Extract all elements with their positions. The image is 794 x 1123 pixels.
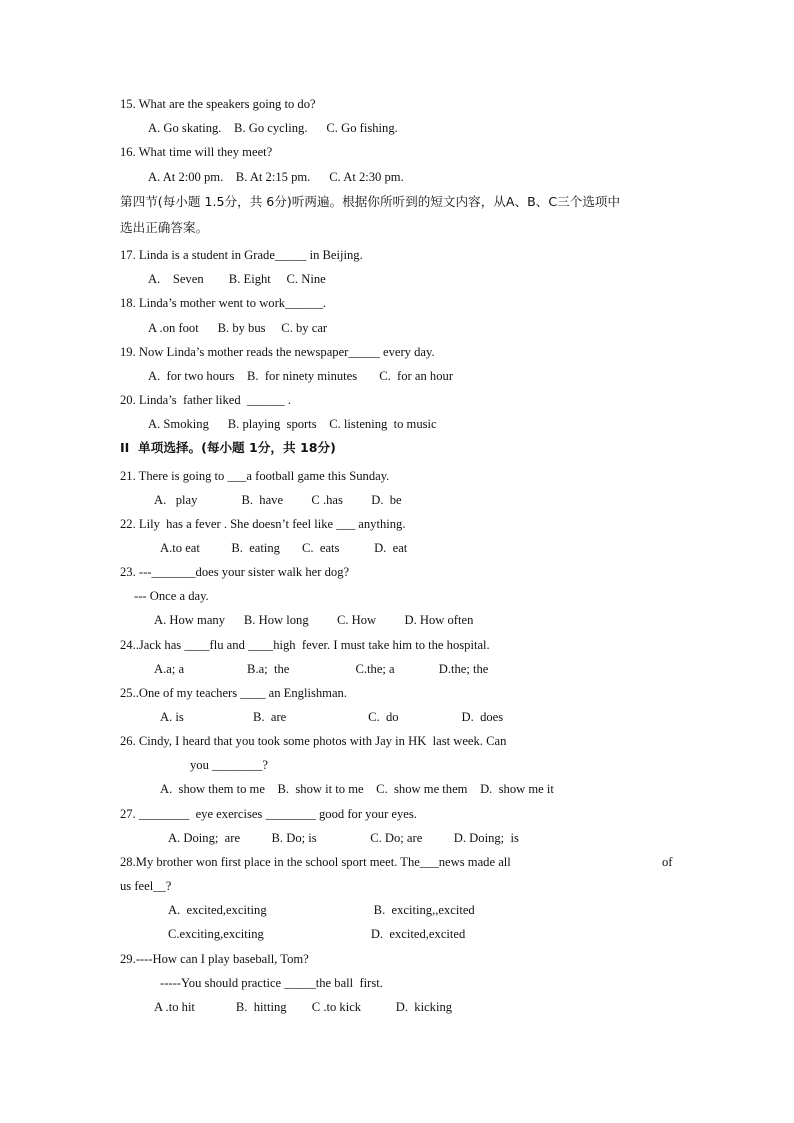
answer-23: --- Once a day. [134, 589, 209, 603]
question-29: 29.----How can I play baseball, Tom? [120, 952, 309, 966]
question-16: 16. What time will they meet? [120, 145, 273, 159]
question-26: 26. Cindy, I heard that you took some photos with Jay in HK last week. Can [120, 734, 507, 748]
question-28-of: of [662, 855, 673, 869]
options-17: A. Seven B. Eight C. Nine [148, 272, 326, 286]
question-17: 17. Linda is a student in Grade_____ in Beijing. [120, 248, 363, 262]
question-21: 21. There is going to ___a football game this Sunday. [120, 469, 390, 483]
question-29-cont: -----You should practice _____the ball first. [160, 976, 383, 990]
section-ii-heading: II 单项选择。(每小题 1分，共 18分) [120, 440, 336, 455]
options-19: A. for two hours B. for ninety minutes C. for an hour [148, 369, 454, 383]
options-22: A.to eat B. eating C. eats D. eat [160, 541, 408, 555]
section-4-instruction-cont: 选出正确答案。 [120, 220, 209, 235]
options-26: A. show them to me B. show it to me C. show me them D. show me it [160, 782, 554, 796]
options-27: A. Doing; are B. Do; is C. Do; are D. Doing; is [168, 831, 519, 845]
question-15: 15. What are the speakers going to do? [120, 97, 316, 111]
options-23: A. How many B. How long C. How D. How often [154, 613, 474, 627]
question-25: 25..One of my teachers ____ an Englishman. [120, 686, 347, 700]
question-22: 22. Lily has a fever . She doesn’t feel like ___ anything. [120, 517, 406, 531]
options-24: A.a; a B.a; the C.the; a D.the; the [154, 662, 489, 676]
question-24: 24..Jack has ____flu and ____high fever. I must take him to the hospital. [120, 638, 490, 652]
question-27: 27. ________ eye exercises ________ good for your eyes. [120, 807, 417, 821]
options-28-ab: A. excited,exciting B. exciting,,excited [168, 903, 475, 917]
question-28-cont: us feel__? [120, 879, 172, 893]
question-19: 19. Now Linda’s mother reads the newspaper_____ every day. [120, 345, 435, 359]
options-15: A. Go skating. B. Go cycling. C. Go fishing. [148, 121, 398, 135]
question-26-cont: you ________? [190, 758, 269, 772]
options-29: A .to hit B. hitting C .to kick D. kicking [154, 1000, 453, 1014]
question-20: 20. Linda’s father liked ______ . [120, 393, 292, 407]
options-18: A .on foot B. by bus C. by car [148, 321, 328, 335]
question-18: 18. Linda’s mother went to work______. [120, 296, 327, 310]
options-21: A. play B. have C .has D. be [154, 493, 402, 507]
options-20: A. Smoking B. playing sports C. listening to music [148, 417, 437, 431]
question-23: 23. ---_______does your sister walk her dog? [120, 565, 350, 579]
section-4-instruction: 第四节(每小题 1.5分，共 6分)听两遍。根据你所听到的短文内容，从A、B、C三个选项中 [120, 194, 621, 209]
question-28: 28.My brother won first place in the school sport meet. The___news made all [120, 855, 511, 869]
options-28-cd: C.exciting,exciting D. excited,excited [168, 927, 466, 941]
options-16: A. At 2:00 pm. B. At 2:15 pm. C. At 2:30 pm. [148, 170, 404, 184]
options-25: A. is B. are C. do D. does [160, 710, 504, 724]
